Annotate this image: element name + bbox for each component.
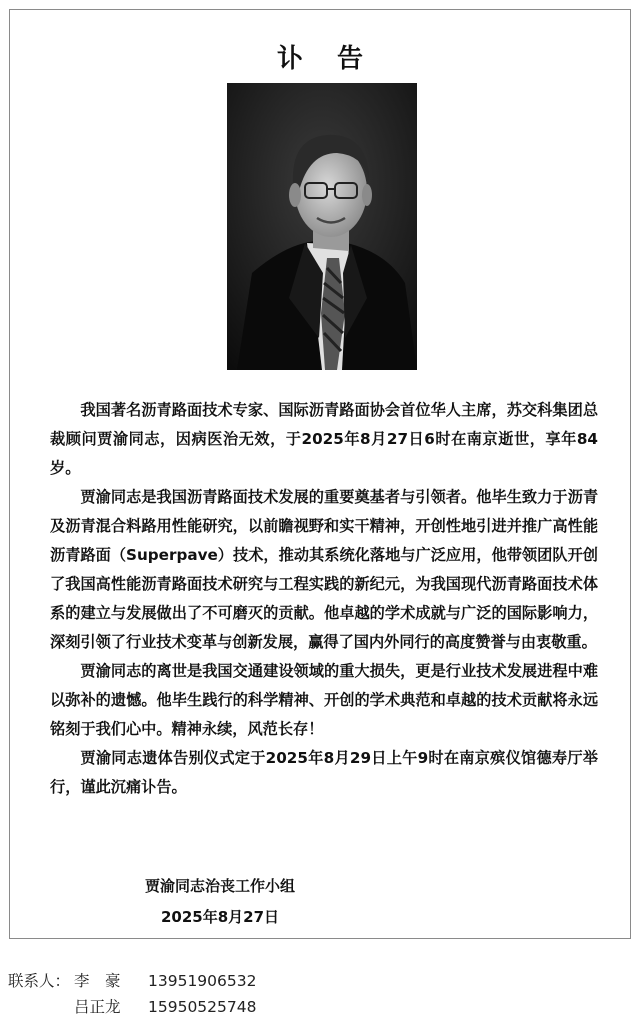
contact-phone[interactable]: 15950525748 <box>148 998 257 1016</box>
contacts-block <box>8 968 256 1020</box>
contact-name: 李 豪 <box>74 972 121 990</box>
paragraph-tribute: 贾渝同志的离世是我国交通建设领域的重大损失，更是行业技术发展进程中难以弥补的遗憾。他毕生践行的科学精神、开创的学术典范和卓越的技术贡献将永远铭刻于我们心中。精神永续，风范长存！ <box>50 662 598 738</box>
contact-row <box>8 968 256 994</box>
paragraph-achievements: 贾渝同志是我国沥青路面技术发展的重要奠基者与引领者。他毕生致力于沥青及沥青混合料路用性能研究，以前瞻视野和实干精神，开创性地引进并推广高性能沥青路面（Superpave）技术，推动其系统化落地与广泛应用，他带领团队开创了我国高性能沥青路面技术研究与工程实践的新纪元，为我国现代沥青路面技术体系的建立与发展做出了不可磨灭的贡献。他卓越的学术成就与广泛的国际影响力，深刻引领了行业技术变革与创新发展，赢得了国内外同行的高度赞誉与由衷敬重。 <box>50 488 598 651</box>
contact-label: 联系人： <box>8 972 71 990</box>
portrait-photo <box>227 83 417 370</box>
contact-phone[interactable]: 13951906532 <box>148 972 257 990</box>
notice-body <box>50 396 598 802</box>
paragraph-announcement: 我国著名沥青路面技术专家、国际沥青路面协会首位华人主席，苏交科集团总裁顾问贾渝同志，因病医治无效，于2025年8月27日6时在南京逝世，享年84岁。 <box>50 401 598 477</box>
paragraph-farewell: 贾渝同志遗体告别仪式定于2025年8月29日上午9时在南京殡仪馆德寿厅举行，谨此沉痛讣告。 <box>50 749 598 796</box>
contact-row <box>8 994 256 1020</box>
signature-org: 贾渝同志治丧工作小组 <box>144 877 295 895</box>
contact-name: 吕正龙 <box>74 998 121 1016</box>
signature-date: 2025年8月27日 <box>160 908 280 926</box>
notice-title: 讣告 <box>276 44 397 74</box>
